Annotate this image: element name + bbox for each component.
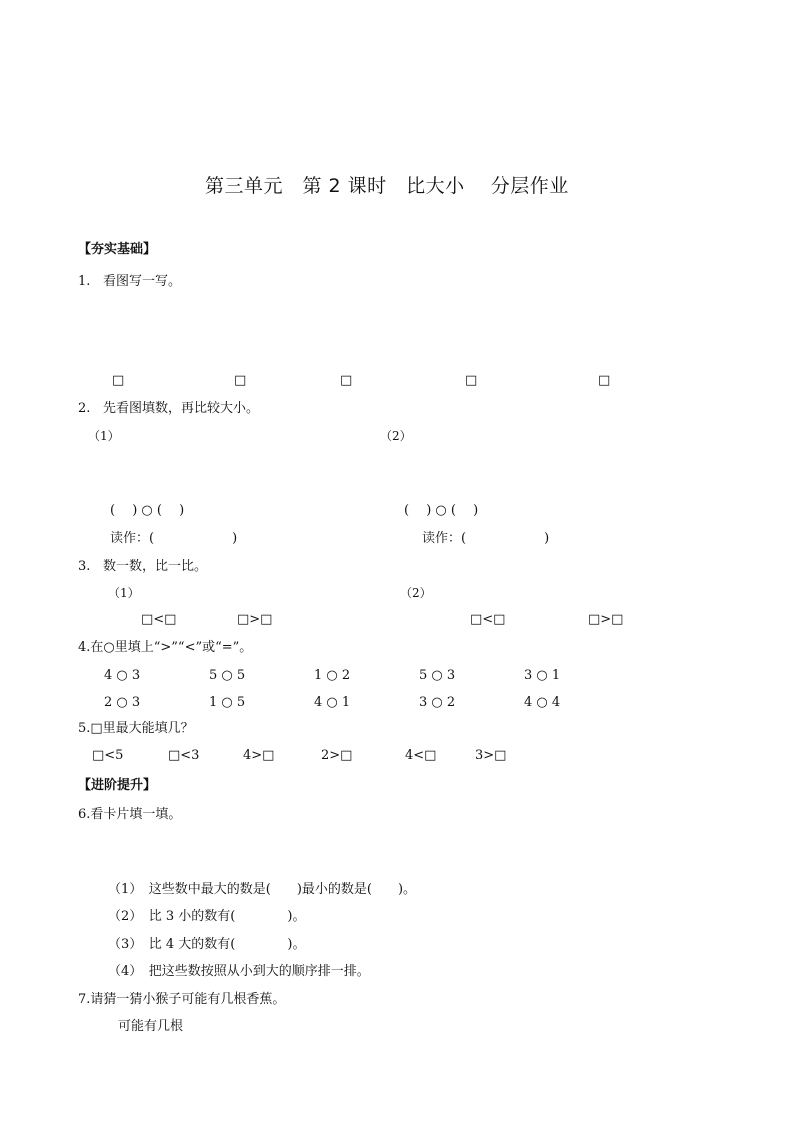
- fill-item[interactable]: 2>□: [321, 748, 353, 763]
- question-2-read-2[interactable]: 读作：( ): [422, 531, 550, 546]
- question-7-sub: 可能有几根: [118, 1019, 184, 1034]
- question-6-text: 6.看卡片填一填。: [78, 807, 182, 822]
- question-1-text: 看图写一写。: [103, 274, 182, 289]
- answer-box[interactable]: □: [234, 373, 247, 388]
- question-3-item[interactable]: □<□: [141, 612, 177, 627]
- fill-item[interactable]: □<3: [168, 748, 200, 763]
- question-2-compare-2[interactable]: ( ) ○ ( ): [404, 503, 479, 518]
- compare-item[interactable]: 2 ○ 3: [104, 695, 141, 710]
- section-heading-advanced: 【进阶提升】: [78, 778, 157, 793]
- compare-item[interactable]: 4 ○ 1: [314, 695, 351, 710]
- question-6-sub-3[interactable]: （3） 比 4 大的数有( )。: [108, 937, 306, 952]
- answer-box[interactable]: □: [465, 373, 478, 388]
- question-2-compare-1[interactable]: ( ) ○ ( ): [110, 503, 185, 518]
- compare-item[interactable]: 1 ○ 2: [314, 668, 351, 683]
- compare-item[interactable]: 4 ○ 4: [524, 695, 561, 710]
- fill-item[interactable]: 4>□: [243, 748, 275, 763]
- compare-item[interactable]: 5 ○ 3: [419, 668, 456, 683]
- question-6-sub-2[interactable]: （2） 比 3 小的数有( )。: [108, 909, 306, 924]
- question-3-item[interactable]: □>□: [237, 612, 273, 627]
- question-3-sub-2: （2）: [400, 586, 432, 600]
- question-4-text: 4.在○里填上“>”“<”或“=”。: [78, 640, 253, 655]
- question-6-sub-4: （4） 把这些数按照从小到大的顺序排一排。: [108, 964, 370, 979]
- compare-item[interactable]: 3 ○ 1: [524, 668, 561, 683]
- question-2-text: 先看图填数，再比较大小。: [103, 401, 260, 416]
- question-1-number: 1.: [78, 274, 91, 289]
- answer-box[interactable]: □: [112, 373, 125, 388]
- question-5-text: 5.□里最大能填几？: [78, 721, 194, 736]
- compare-item[interactable]: 5 ○ 5: [209, 668, 246, 683]
- page-title: 第三单元 第 2 课时 比大小 分层作业: [205, 175, 569, 197]
- question-2-sub-1: （1）: [88, 429, 120, 443]
- answer-box[interactable]: □: [340, 373, 353, 388]
- question-3-number: 3.: [78, 559, 91, 574]
- question-2-read-1[interactable]: 读作：( ): [110, 531, 238, 546]
- compare-item[interactable]: 3 ○ 2: [419, 695, 456, 710]
- question-2-sub-2: （2）: [380, 429, 412, 443]
- section-heading-basics: 【夯实基础】: [78, 242, 157, 257]
- question-3-sub-1: （1）: [108, 586, 140, 600]
- question-3-item[interactable]: □>□: [588, 612, 624, 627]
- compare-item[interactable]: 1 ○ 5: [209, 695, 246, 710]
- fill-item[interactable]: 4<□: [405, 748, 437, 763]
- question-6-sub-1[interactable]: （1） 这些数中最大的数是( )最小的数是( )。: [108, 882, 417, 897]
- question-7-text: 7.请猜一猜小猴子可能有几根香蕉。: [78, 992, 286, 1007]
- question-2-number: 2.: [78, 401, 91, 416]
- question-3-item[interactable]: □<□: [470, 612, 506, 627]
- compare-item[interactable]: 4 ○ 3: [104, 668, 141, 683]
- question-3-text: 数一数，比一比。: [103, 559, 208, 574]
- answer-box[interactable]: □: [598, 373, 611, 388]
- fill-item[interactable]: 3>□: [475, 748, 507, 763]
- fill-item[interactable]: □<5: [92, 748, 124, 763]
